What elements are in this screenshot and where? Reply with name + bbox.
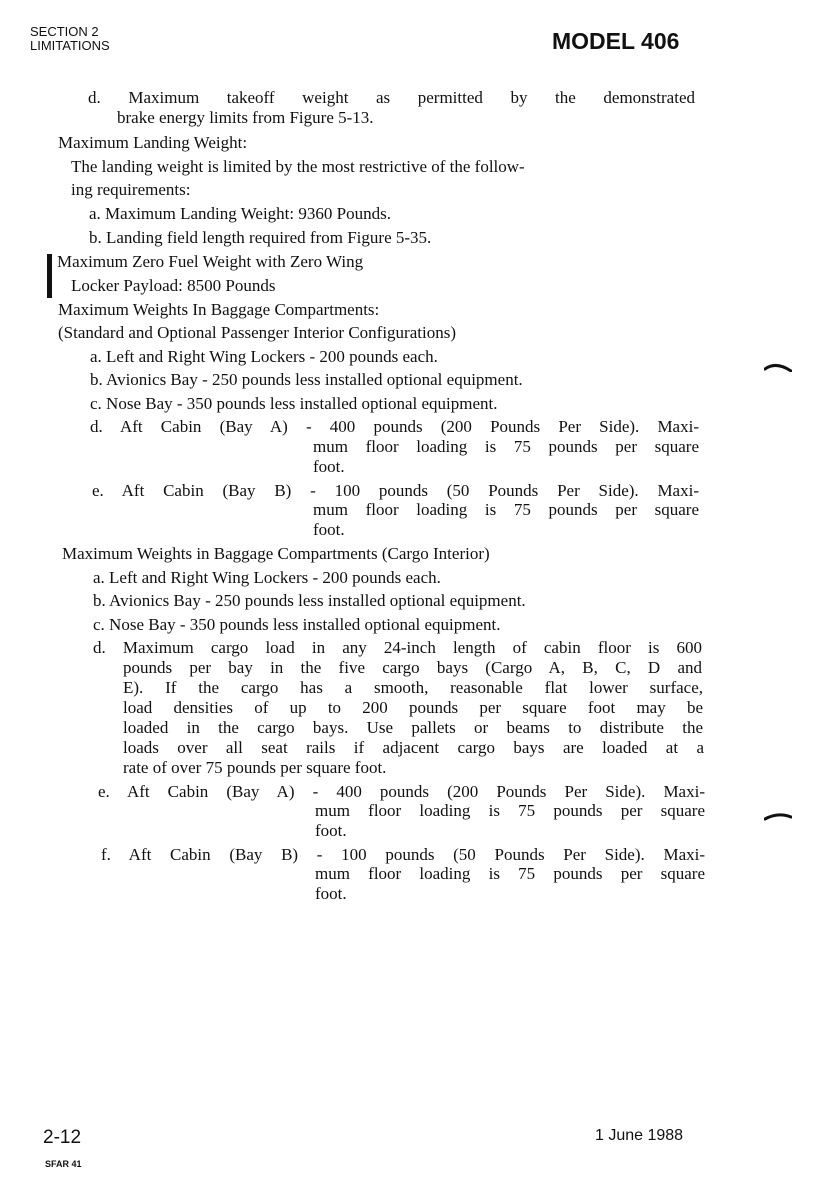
cargo-item-d-line6: loads over all seat rails if adjacent cargo bays are loaded at a (123, 738, 704, 757)
baggage-item-d-line3: foot. (313, 457, 345, 476)
sfar-label: SFAR 41 (45, 1159, 82, 1169)
cargo-item-d-line7: rate of over 75 pounds per square foot. (123, 758, 387, 777)
section-label (30, 25, 110, 53)
cargo-item-f-line1: f. Aft Cabin (Bay B) - 100 pounds (50 Pounds Per Side). Maxi- (101, 845, 705, 864)
landing-intro-line2: ing requirements: (71, 180, 191, 199)
model-title: MODEL 406 (552, 28, 680, 54)
cargo-item-e-line2: mum floor loading is 75 pounds per square (315, 801, 705, 820)
baggage-item-e-line1: e. Aft Cabin (Bay B) - 100 pounds (50 Pounds Per Side). Maxi- (92, 481, 699, 500)
baggage-item-d-line1: d. Aft Cabin (Bay A) - 400 pounds (200 Pounds Per Side). Maxi- (90, 417, 699, 436)
zero-fuel-line2: Locker Payload: 8500 Pounds (71, 276, 276, 295)
cargo-item-e-line3: foot. (315, 821, 347, 840)
page-number: 2-12 (43, 1127, 82, 1148)
landing-item-b: b. Landing field length required from Figure 5-35. (89, 228, 432, 247)
cargo-item-b: b. Avionics Bay - 250 pounds less installed optional equipment. (93, 591, 526, 610)
takeoff-item-d-line2: brake energy limits from Figure 5-13. (117, 108, 374, 127)
cargo-item-d-line1: d. Maximum cargo load in any 24-inch length of cabin floor is 600 (93, 638, 702, 657)
baggage-item-d-line2: mum floor loading is 75 pounds per square (313, 437, 699, 456)
cargo-item-e-line1: e. Aft Cabin (Bay A) - 400 pounds (200 Pounds Per Side). Maxi- (98, 782, 705, 801)
section-title: LIMITATIONS (30, 38, 110, 53)
cargo-item-c: c. Nose Bay - 350 pounds less installed optional equipment. (93, 615, 501, 634)
landing-item-a: a. Maximum Landing Weight: 9360 Pounds. (89, 204, 391, 223)
section-number: SECTION 2 (30, 24, 99, 39)
landing-intro-line1: The landing weight is limited by the most restrictive of the follow- (71, 157, 525, 176)
cargo-item-d-line4: load densities of up to 200 pounds per square foot may be (123, 698, 703, 717)
cargo-item-d-line3: E). If the cargo has a smooth, reasonable flat lower surface, (123, 678, 703, 697)
takeoff-item-d-line1: d. Maximum takeoff weight as permitted by the demonstrated (88, 88, 695, 107)
baggage-heading: Maximum Weights In Baggage Compartments: (58, 300, 380, 319)
margin-mark-upper (764, 362, 792, 372)
cargo-item-f-line3: foot. (315, 884, 347, 903)
baggage-item-e-line3: foot. (313, 520, 345, 539)
baggage-item-c: c. Nose Bay - 350 pounds less installed optional equipment. (90, 394, 498, 413)
cargo-item-d-line5: loaded in the cargo bays. Use pallets or beams to distribute the (123, 718, 703, 737)
zero-fuel-line1: Maximum Zero Fuel Weight with Zero Wing (57, 252, 364, 271)
baggage-item-a: a. Left and Right Wing Lockers - 200 pounds each. (90, 347, 438, 366)
margin-mark-lower (764, 812, 792, 822)
baggage-subheading: (Standard and Optional Passenger Interior Configurations) (58, 323, 456, 342)
baggage-item-b: b. Avionics Bay - 250 pounds less installed optional equipment. (90, 370, 523, 389)
baggage-item-e-line2: mum floor loading is 75 pounds per square (313, 500, 699, 519)
cargo-item-f-line2: mum floor loading is 75 pounds per square (315, 864, 705, 883)
change-bar (47, 254, 52, 298)
cargo-heading: Maximum Weights in Baggage Compartments (Cargo Interior) (62, 544, 490, 563)
landing-heading: Maximum Landing Weight: (58, 133, 248, 152)
cargo-item-d-line2: pounds per bay in the five cargo bays (Cargo A, B, C, D and (123, 658, 702, 677)
cargo-item-a: a. Left and Right Wing Lockers - 200 pounds each. (93, 568, 441, 587)
revision-date: 1 June 1988 (595, 1127, 684, 1144)
